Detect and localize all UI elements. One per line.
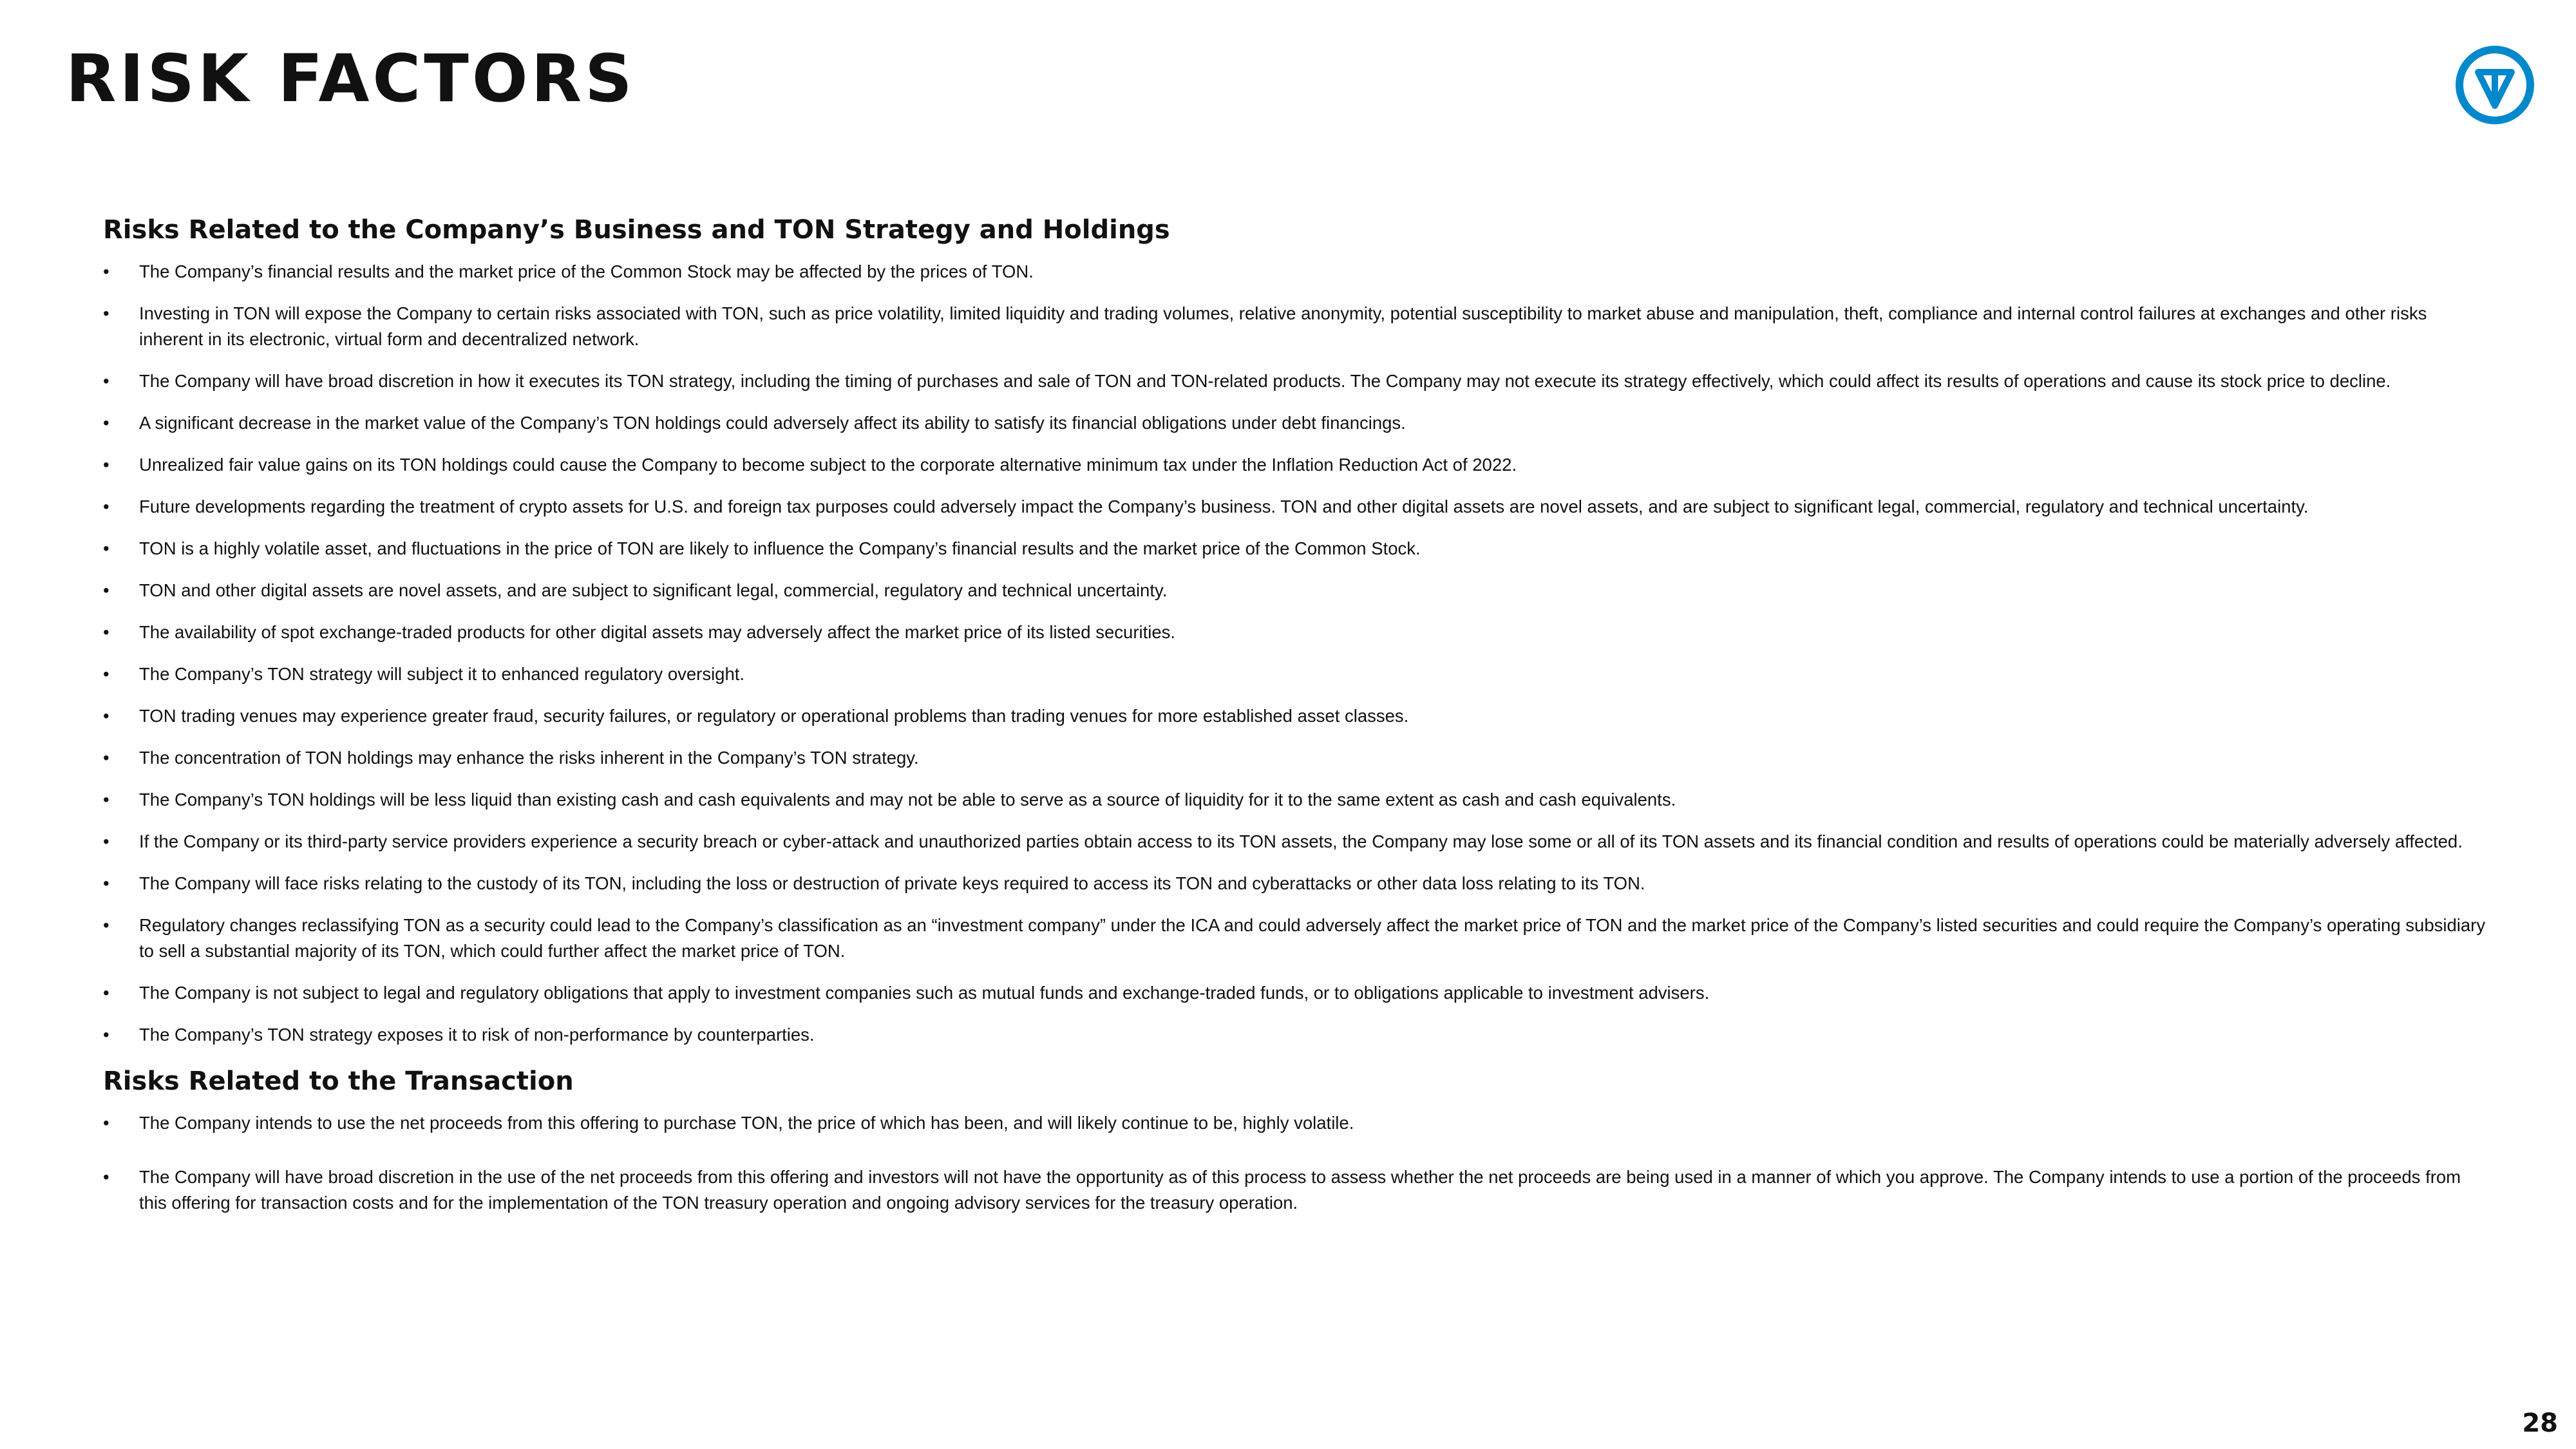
list-item [103,1022,2486,1048]
ton-logo-icon [2455,45,2535,125]
transaction-risks-list [103,1110,2486,1216]
list-item [103,871,2486,896]
bullet-icon: • [103,371,109,391]
list-item [103,410,2486,436]
list-item [103,452,2486,478]
list-item [103,536,2486,562]
bullet-icon: • [103,983,109,1003]
list-item-text: The Company is not subject to legal and regulatory obligations that apply to investment companies such as mutual funds and exchange-traded funds, or to obligations applicable to investment advisers. [139,983,1710,1003]
list-item [103,259,2486,285]
bullet-icon: • [103,538,109,558]
list-item-text: The availability of spot exchange-traded products for other digital assets may adversely affect the market price of its listed securities. [139,622,1176,642]
list-item [103,494,2486,520]
bullet-icon: • [103,706,109,726]
list-item [103,745,2486,771]
list-item-text: The Company will have broad discretion in how it executes its TON strategy, including the timing of purchases and sale of TON and TON-related products. The Company may not execute its strategy effectively, which could affect its results of operations and cause its stock price to decline. [139,371,2391,391]
list-item [103,913,2486,964]
business-risks-list [103,259,2486,1048]
list-item-text: Regulatory changes reclassifying TON as a security could lead to the Company’s classification as an “investment company” under the ICA and could adversely affect the market price of TON and the market price of the Company’s listed securities and could require the Company’s operating subsidiary to sell a substantial majority of its TON, which could further affect the market price of TON. [139,915,2486,961]
page-title: RISK FACTORS [66,41,636,117]
list-item [103,787,2486,813]
list-item-text: Investing in TON will expose the Company to certain risks associated with TON, such as price volatility, limited liquidity and trading volumes, relative anonymity, potential susceptibility to market abuse and manipulation, theft, compliance and internal control failures at exchanges and other risks inherent in its electronic, virtual form and decentralized network. [139,303,2427,349]
list-item-text: The Company’s financial results and the market price of the Common Stock may be affected by the prices of TON. [139,261,1034,281]
section-title-transaction-risks: Risks Related to the Transaction [103,1066,574,1096]
bullet-icon: • [103,622,109,642]
list-item [103,368,2486,394]
list-item-text: TON trading venues may experience greater fraud, security failures, or regulatory or operational problems than trading venues for more established asset classes. [139,706,1409,726]
bullet-icon: • [103,413,109,433]
list-item-text: If the Company or its third-party service providers experience a security breach or cyber-attack and unauthorized parties obtain access to its TON assets, the Company may lose some or all of its TON assets and its financial condition and results of operations could be materially adversely affected. [139,831,2463,851]
list-item [103,620,2486,645]
bullet-icon: • [103,915,109,935]
bullet-icon: • [103,1167,109,1187]
list-item-text: The Company will face risks relating to the custody of its TON, including the loss or destruction of private keys required to access its TON and cyberattacks or other data loss relating to its TON. [139,873,1645,893]
bullet-icon: • [103,748,109,768]
bullet-icon: • [103,873,109,893]
bullet-icon: • [103,790,109,810]
bullet-icon: • [103,664,109,684]
list-item-text: Future developments regarding the treatment of crypto assets for U.S. and foreign tax purposes could adversely impact the Company’s business. TON and other digital assets are novel assets, and are subject to significant legal, commercial, regulatory and technical uncertainty. [139,497,2309,516]
bullet-icon: • [103,1113,109,1133]
bullet-icon: • [103,261,109,281]
bullet-icon: • [103,831,109,851]
list-item-text: The concentration of TON holdings may enhance the risks inherent in the Company’s TON strategy. [139,748,919,768]
list-item [103,301,2486,352]
list-item [103,980,2486,1006]
list-item-text: The Company will have broad discretion in the use of the net proceeds from this offering and investors will not have the opportunity as of this process to assess whether the net proceeds are being used in a manner of which you approve. The Company intends to use a portion of the proceeds from this offering for transaction costs and for the implementation of the TON treasury operation and ongoing advisory services for the treasury operation. [139,1167,2461,1213]
list-item-text: The Company intends to use the net proceeds from this offering to purchase TON, the price of which has been, and will likely continue to be, highly volatile. [139,1113,1354,1133]
list-item-text: The Company’s TON strategy will subject it to enhanced regulatory oversight. [139,664,745,684]
page-number: 28 [2522,1408,2558,1438]
list-item [103,703,2486,729]
list-item [103,1110,2486,1136]
risk-factors-content [103,213,2486,1244]
list-item [103,661,2486,687]
list-item-text: TON and other digital assets are novel assets, and are subject to significant legal, commercial, regulatory and technical uncertainty. [139,580,1168,600]
list-item-text: Unrealized fair value gains on its TON holdings could cause the Company to become subject to the corporate alternative minimum tax under the Inflation Reduction Act of 2022. [139,455,1517,475]
list-item [103,578,2486,603]
list-item-text: TON is a highly volatile asset, and fluctuations in the price of TON are likely to influence the Company’s financial results and the market price of the Common Stock. [139,538,1421,558]
section-title-business-risks: Risks Related to the Company’s Business and TON Strategy and Holdings [103,215,1170,245]
bullet-icon: • [103,1025,109,1045]
list-item-text: The Company’s TON holdings will be less liquid than existing cash and cash equivalents and may not be able to serve as a source of liquidity for it to the same extent as cash and cash equivalents. [139,790,1676,810]
bullet-icon: • [103,580,109,600]
list-item-text: A significant decrease in the market value of the Company’s TON holdings could adversely affect its ability to satisfy its financial obligations under debt financings. [139,413,1406,433]
list-item-text: The Company’s TON strategy exposes it to risk of non-performance by counterparties. [139,1025,815,1045]
bullet-icon: • [103,455,109,475]
bullet-icon: • [103,497,109,516]
list-item [103,1164,2486,1216]
bullet-icon: • [103,303,109,323]
list-item [103,829,2486,855]
